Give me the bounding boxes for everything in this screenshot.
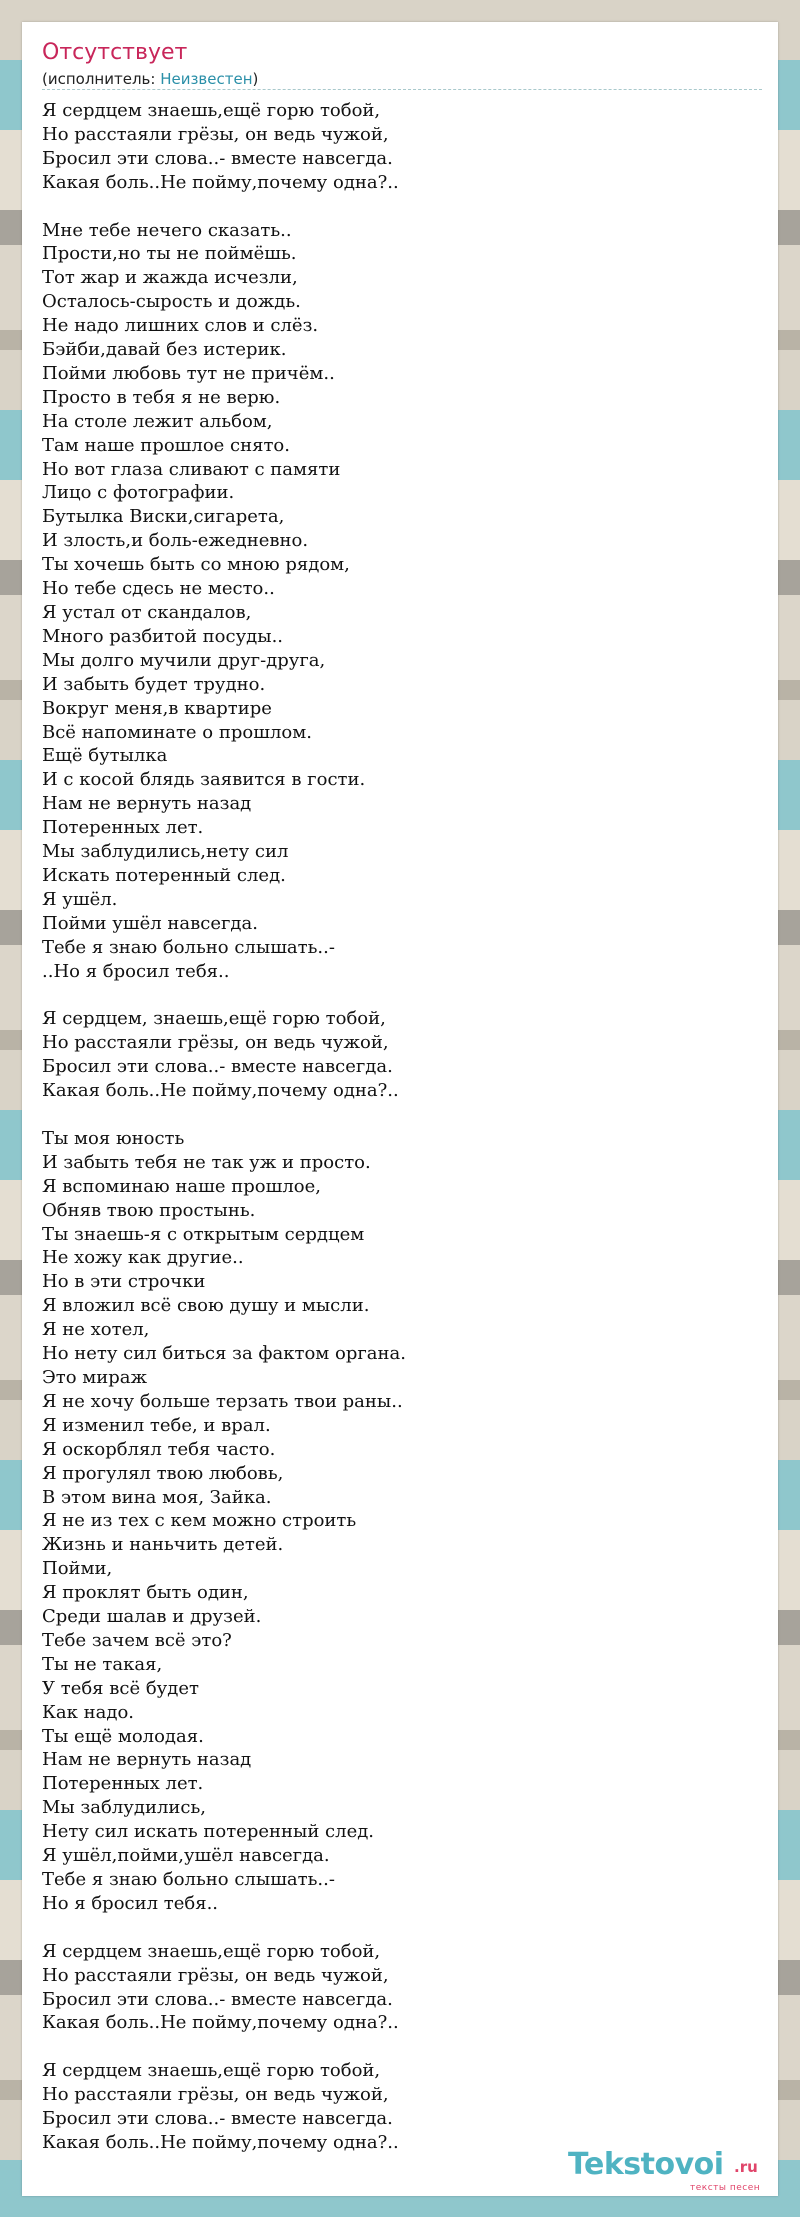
lyric-line: Вокруг меня,в квартире	[42, 697, 272, 719]
lyric-line: Бутылка Виски,сигарета,	[42, 506, 285, 528]
lyric-line: Я сердцем, знаешь,ещё горю тобой,	[42, 1008, 386, 1030]
lyric-line: Бросил эти слова..- вместе навсегда.	[42, 1988, 393, 2010]
lyric-line: Тебе я знаю больно слышать..-	[42, 936, 335, 958]
lyric-line: Тебе зачем всё это?	[42, 1629, 232, 1651]
lyric-line: И забыть тебя не так уж и просто.	[42, 1151, 371, 1173]
lyric-line: Много разбитой посуды..	[42, 625, 284, 647]
lyric-line: Но вот глаза сливают с памяти	[42, 458, 341, 480]
lyric-line: И с косой блядь заявится в гости.	[42, 769, 366, 791]
lyric-line: И забыть будет трудно.	[42, 673, 266, 695]
lyric-line: Всё напоминате о прошлом.	[42, 721, 312, 743]
lyric-line: Но расстаяли грёзы, он ведь чужой,	[42, 1032, 389, 1054]
lyric-line: Ты не такая,	[42, 1653, 163, 1675]
lyric-line: Нету сил искать потеренный след.	[42, 1821, 375, 1843]
lyric-line: Пойми любовь тут не причём..	[42, 362, 335, 384]
lyric-line: Нам не вернуть назад	[42, 1749, 252, 1771]
lyric-line: Ещё бутылка	[42, 745, 168, 767]
lyric-line: У тебя всё будет	[42, 1677, 199, 1699]
lyric-line: Там наше прошлое снято.	[42, 434, 290, 456]
lyric-line: Пойми,	[42, 1558, 113, 1580]
lyric-line: Пойми ушёл навсегда.	[42, 912, 258, 934]
lyric-line: Я прогулял твою любовь,	[42, 1462, 284, 1484]
lyric-line: Я не из тех с кем можно строить	[42, 1510, 357, 1532]
lyric-line: Искать потеренный след.	[42, 864, 286, 886]
artist-line	[42, 70, 762, 90]
logo-wordmark: Tekstovoi	[568, 2147, 724, 2182]
lyrics-stanza	[42, 99, 762, 195]
lyric-line: Я ушёл.	[42, 888, 118, 910]
site-logo[interactable]	[568, 2147, 773, 2193]
logo-tagline: тексты песен	[690, 2183, 761, 2193]
lyric-line: В этом вина моя, Зайка.	[42, 1486, 272, 1508]
lyric-line: Потеренных лет.	[42, 817, 204, 839]
lyric-line: Я сердцем знаешь,ещё горю тобой,	[42, 1940, 381, 1962]
lyric-line: Я ушёл,пойми,ушёл навсегда.	[42, 1845, 330, 1867]
lyric-line: Но расстаяли грёзы, он ведь чужой,	[42, 2084, 389, 2106]
lyric-line: На столе лежит альбом,	[42, 410, 273, 432]
lyric-line: Я вложил всё свою душу и мысли.	[42, 1295, 370, 1317]
lyric-line: Мы заблудились,	[42, 1797, 207, 1819]
lyrics-stanza	[42, 1940, 762, 2036]
lyric-line: Но в эти строчки	[42, 1271, 206, 1293]
lyric-line: Какая боль..Не пойму,почему одна?..	[42, 2131, 399, 2153]
lyrics-stanza	[42, 219, 762, 984]
lyric-line: Я оскорблял тебя часто.	[42, 1438, 276, 1460]
lyric-line: Я изменил тебе, и врал.	[42, 1414, 271, 1436]
lyric-line: Какая боль..Не пойму,почему одна?..	[42, 171, 399, 193]
lyric-line: Я не хочу больше терзать твои раны..	[42, 1390, 403, 1412]
artist-link[interactable]: Неизвестен	[160, 70, 253, 88]
lyric-line: Но расстаяли грёзы, он ведь чужой,	[42, 123, 389, 145]
lyric-line: ..Но я бросил тебя..	[42, 960, 230, 982]
lyric-line: Бэйби,давай без истерик.	[42, 339, 287, 361]
lyric-line: Ты хочешь быть со мною рядом,	[42, 554, 350, 576]
lyrics-stanza	[42, 1007, 762, 1103]
lyric-line: Тот жар и жажда исчезли,	[42, 267, 298, 289]
lyric-line: Какая боль..Не пойму,почему одна?..	[42, 1080, 399, 1102]
lyric-line: Прости,но ты не поймёшь.	[42, 243, 297, 265]
lyric-line: Но тебе сдесь не место..	[42, 578, 275, 600]
lyric-line: Я устал от скандалов,	[42, 602, 252, 624]
lyric-line: Я сердцем знаешь,ещё горю тобой,	[42, 2060, 381, 2082]
lyric-line: Мне тебе нечего сказать..	[42, 219, 292, 241]
lyric-line: Бросил эти слова..- вместе навсегда.	[42, 1056, 393, 1078]
lyric-line: Обняв твою простынь.	[42, 1199, 256, 1221]
lyric-line: Тебе я знаю больно слышать..-	[42, 1869, 335, 1891]
lyric-line: Лицо с фотографии.	[42, 482, 235, 504]
lyric-line: Нам не вернуть назад	[42, 793, 252, 815]
lyric-line: Но я бросил тебя..	[42, 1892, 219, 1914]
lyric-line: Но расстаяли грёзы, он ведь чужой,	[42, 1964, 389, 1986]
lyric-line: И злость,и боль-ежедневно.	[42, 530, 309, 552]
lyric-line: Среди шалав и друзей.	[42, 1606, 262, 1628]
lyric-line: Какая боль..Не пойму,почему одна?..	[42, 2012, 399, 2034]
lyric-line: Ты моя юность	[42, 1127, 185, 1149]
lyric-line: Ты знаешь-я с открытым сердцем	[42, 1223, 365, 1245]
lyric-line: Не хожу как другие..	[42, 1247, 244, 1269]
lyric-line: Потеренных лет.	[42, 1773, 204, 1795]
lyric-line: Не надо лишних слов и слёз.	[42, 315, 319, 337]
song-title: Отсутствует	[42, 40, 188, 65]
lyric-line: Но нету сил биться за фактом органа.	[42, 1343, 406, 1365]
lyrics-stanza	[42, 1127, 762, 1916]
lyric-line: Я проклят быть один,	[42, 1582, 249, 1604]
lyric-line: Мы заблудились,нету сил	[42, 841, 289, 863]
lyric-line: Осталось-сырость и дождь.	[42, 291, 301, 313]
lyric-line: Я сердцем знаешь,ещё горю тобой,	[42, 100, 381, 121]
lyric-line: Бросил эти слова..- вместе навсегда.	[42, 147, 393, 169]
lyric-line: Ты ещё молодая.	[42, 1725, 204, 1747]
lyric-line: Просто в тебя я не верю.	[42, 386, 281, 408]
lyric-line: Бросил эти слова..- вместе навсегда.	[42, 2108, 393, 2130]
lyrics-body	[42, 99, 762, 2155]
lyric-line: Жизнь и наньчить детей.	[42, 1534, 284, 1556]
logo-domain: .ru	[734, 2158, 758, 2176]
artist-prefix: (исполнитель:	[42, 70, 161, 88]
lyrics-stanza	[42, 2059, 762, 2155]
lyric-line: Я вспоминаю наше прошлое,	[42, 1175, 321, 1197]
lyric-line: Я не хотел,	[42, 1319, 150, 1341]
lyric-line: Это мираж	[42, 1366, 148, 1388]
lyrics-card	[22, 22, 778, 2196]
lyric-line: Как надо.	[42, 1701, 135, 1723]
lyric-line: Мы долго мучили друг-друга,	[42, 649, 326, 671]
artist-suffix: )	[252, 70, 259, 88]
